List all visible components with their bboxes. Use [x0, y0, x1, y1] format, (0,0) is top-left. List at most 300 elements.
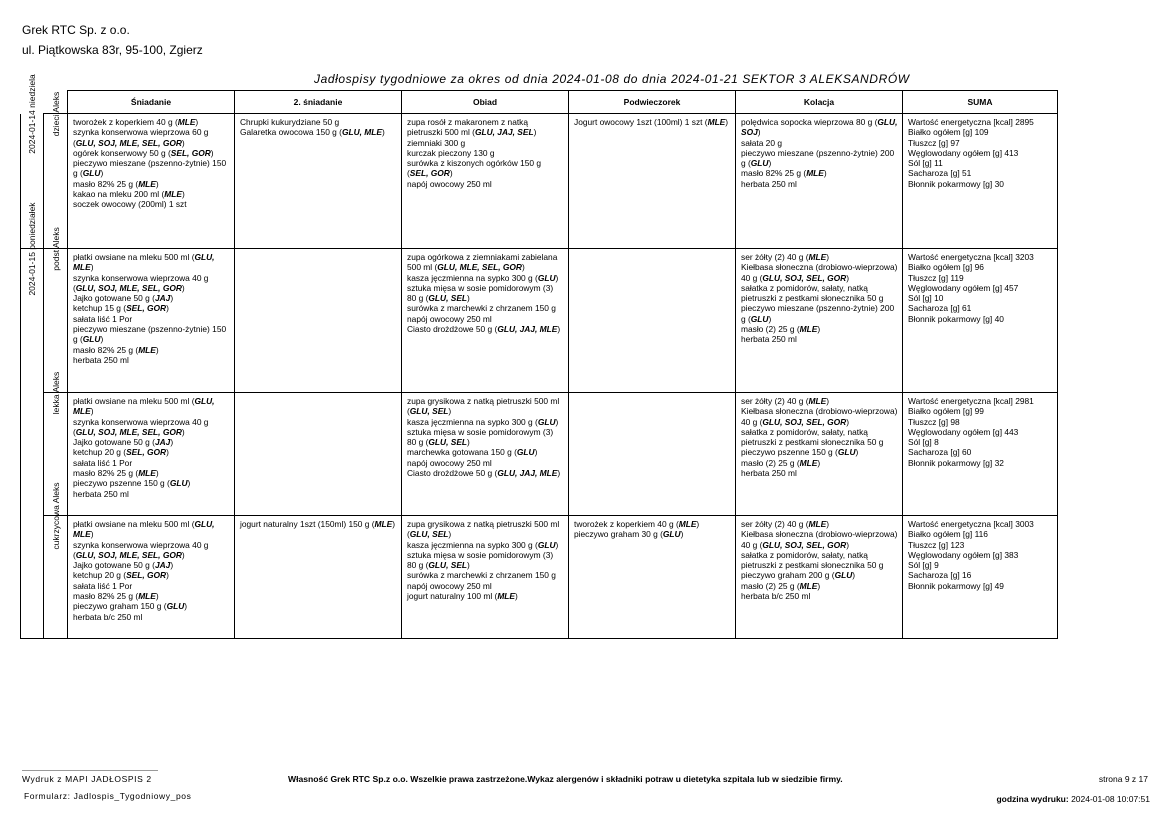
item-text: jogurt naturalny 1szt (150ml) 150 g ( [240, 519, 375, 529]
allergen-codes: MLE [497, 591, 515, 602]
menu-item [741, 468, 898, 478]
item-text: płatki owsiane na mleku 500 ml ( [73, 252, 195, 262]
item-text: Jajko gotowane 50 g ( [73, 560, 155, 571]
allergen-codes: GLU [537, 272, 556, 283]
item-text: masło (2) 25 g ( [741, 457, 800, 468]
item-text: Sacharoza [g] 60 [908, 447, 972, 458]
item-text: Jajko gotowane 50 g ( [73, 437, 155, 448]
item-text: kurczak pieczony 130 g [407, 147, 495, 158]
allergen-codes: GLU, MLE [73, 519, 215, 540]
meal-cell [68, 114, 235, 249]
meal-cell [736, 249, 903, 393]
menu-item [574, 519, 731, 529]
item-text: ) [817, 580, 821, 591]
menu-item [741, 334, 898, 344]
allergen-codes: GLU, JAJ, MLE [497, 324, 558, 335]
header-afternoon-snack: Podwieczorek [569, 91, 736, 114]
item-text: ) [467, 560, 470, 571]
item-text: napój owocowy 250 ml [407, 580, 492, 591]
menu-item [407, 314, 564, 324]
allergen-codes: MLE [177, 117, 196, 127]
item-text: kasza jęczmienna na sypko 300 g ( [407, 272, 538, 283]
menu-item [240, 127, 397, 137]
menu-item [407, 519, 564, 540]
item-text: ) [823, 168, 827, 179]
item-text: sztuka mięsa w sosie pomidorowym (3) 80 g ( [407, 549, 554, 571]
item-text: ) [90, 529, 94, 540]
nutrition-item [908, 540, 1053, 550]
item-text: ) [846, 416, 849, 427]
item-text: Tłuszcz [g] 97 [908, 137, 960, 148]
item-text: sztuka mięsa w sosie pomidorowym (3) 80 g ( [407, 426, 554, 448]
sum-cell [903, 114, 1058, 249]
item-text: ) [533, 127, 537, 138]
item-text: ) [826, 396, 829, 406]
item-text: masło 82% 25 g ( [73, 468, 139, 479]
nutrition-item [908, 406, 1053, 416]
menu-item [741, 550, 898, 571]
item-text: Tłuszcz [g] 119 [908, 272, 964, 283]
item-text: ) [515, 591, 518, 602]
allergen-codes: JAJ [154, 437, 171, 448]
menu-item [407, 468, 564, 478]
ownership-notice: Własność Grek RTC Sp.z o.o. Wszelkie prawa zastrzeżone.Wykaz alergenów i składniki potraw u dietetyka szpitala lub w siedzibie firmy. [288, 774, 843, 784]
item-text: Wartość energetyczna [kcal] 3003 [908, 519, 1034, 529]
nutrition-item [908, 303, 1053, 313]
item-text: Kiełbasa słoneczna (drobiowo-wieprzowa) 40 g ( [741, 262, 898, 283]
allergen-codes: JAJ [154, 560, 171, 571]
item-text: Sacharoza [g] 51 [908, 168, 972, 179]
item-text: masło (2) 25 g ( [741, 324, 800, 335]
menu-item [741, 529, 898, 550]
menu-item [407, 179, 564, 189]
item-text: pieczywo graham 150 g ( [73, 601, 167, 612]
item-text: ) [166, 570, 169, 581]
menu-item [407, 273, 564, 283]
item-text: ziemniaki 300 g [407, 137, 466, 148]
item-text: Błonnik pokarmowy [g] 49 [908, 580, 1004, 591]
item-text: kasza jęczmienna na sypko 300 g ( [407, 416, 538, 427]
item-text: zupa rosół z makaronem z natką pietruszki 500 ml ( [407, 117, 529, 138]
item-text: ketchup 20 g ( [73, 570, 127, 581]
item-text: soczek owocowy (200ml) 1 szt [73, 199, 187, 210]
allergen-codes: GLU, SOJ, SEL, GOR [762, 539, 847, 550]
menu-item [407, 252, 564, 273]
item-text: Wartość energetyczna [kcal] 2895 [908, 117, 1034, 127]
item-text: herbata 250 ml [741, 178, 797, 189]
item-text: Ciasto drożdżowe 50 g ( [407, 324, 498, 335]
item-text: sałata liść 1 Por [73, 457, 133, 468]
item-text: ) [448, 529, 452, 540]
menu-item [407, 591, 564, 601]
print-time-value: 2024-01-08 10:07:51 [1071, 794, 1150, 804]
item-text: Kiełbasa słoneczna (drobiowo-wieprzowa) 40 g ( [741, 406, 898, 427]
item-text: ) [817, 457, 821, 468]
item-text: Węglowodany ogółem [g] 383 [908, 549, 1019, 560]
nutrition-item [908, 519, 1053, 529]
item-text: pieczywo graham 200 g ( [741, 570, 835, 581]
item-text: ) [817, 324, 821, 335]
allergen-codes: GLU [834, 570, 853, 581]
allergen-codes: GLU [166, 601, 185, 612]
allergen-codes: GLU, MLE, SEL, GOR [437, 262, 522, 273]
menu-item [741, 406, 898, 427]
report-title: Jadłospisy tygodniowe za okres od dnia 2024-01-08 do dnia 2024-01-21 SEKTOR 3 ALEKSANDRÓW [314, 72, 910, 86]
meal-cell [736, 516, 903, 639]
nutrition-item [908, 314, 1053, 324]
menu-item [741, 168, 898, 178]
menu-item [741, 458, 898, 468]
nutrition-item [908, 417, 1053, 427]
nutrition-item [908, 570, 1053, 580]
menu-item [73, 179, 230, 189]
item-text: ) [155, 344, 159, 355]
item-text: Galaretka owocowa 150 g ( [240, 127, 342, 138]
item-text: ser żółty (2) 40 g ( [741, 252, 809, 262]
menu-item [741, 179, 898, 189]
allergen-codes: GLU [82, 168, 101, 179]
diet-label: lekka Aleks [50, 371, 61, 415]
item-text: ser żółty (2) 40 g ( [741, 519, 809, 529]
nutrition-item [908, 427, 1053, 437]
item-text: herbata b/c 250 ml [73, 611, 143, 622]
menu-item [741, 427, 898, 448]
meal-cell [736, 114, 903, 249]
meal-cell [736, 393, 903, 516]
item-text: masło 82% 25 g ( [741, 168, 807, 179]
item-text: ) [521, 262, 525, 273]
item-text: Białko ogółem [g] 116 [908, 529, 988, 540]
menu-item [741, 252, 898, 262]
item-text: ) [680, 529, 684, 540]
meal-cell [569, 393, 736, 516]
item-text: masło 82% 25 g ( [73, 344, 139, 355]
nutrition-item [908, 158, 1053, 168]
header-sum: SUMA [903, 91, 1058, 114]
allergen-codes: GLU, SEL [409, 529, 449, 540]
table-row [21, 393, 1058, 516]
item-text: tworożek z koperkiem 40 g ( [73, 117, 178, 127]
menu-item [407, 148, 564, 158]
menu-item [73, 117, 230, 127]
nutrition-item [908, 283, 1053, 293]
print-time [996, 794, 1150, 804]
nutrition-item [908, 581, 1053, 591]
menu-item [73, 447, 230, 457]
item-text: pieczywo pszenne 150 g ( [73, 478, 170, 489]
item-text: ogórek konserwowy 50 g ( [73, 147, 171, 158]
item-text: Sól [g] 10 [908, 293, 944, 304]
menu-item [407, 427, 564, 448]
menu-item [73, 148, 230, 158]
allergen-codes: GLU [169, 478, 188, 489]
meal-cell [402, 393, 569, 516]
menu-item [407, 117, 564, 138]
item-text: sałatka z pomidorów, sałaty, natką pietruszki z pestkami słonecznika 50 g [741, 549, 884, 571]
item-text: pieczywo mieszane (pszenno-żytnie) 150 g ( [73, 158, 227, 179]
item-text: ) [181, 426, 185, 437]
item-text: Białko ogółem [g] 99 [908, 406, 984, 417]
nutrition-item [908, 437, 1053, 447]
item-text: ) [184, 601, 188, 612]
menu-item [73, 324, 230, 345]
allergen-codes: MLE [799, 457, 818, 468]
allergen-codes: GLU [82, 334, 101, 345]
item-text: zupa ogórkowa z ziemniakami zabielana 500 ml ( [407, 252, 558, 273]
nutrition-item [908, 138, 1053, 148]
item-text: ) [467, 437, 470, 448]
item-text: sałata liść 1 Por [73, 580, 133, 591]
item-text: ) [757, 127, 761, 138]
allergen-codes: GLU, MLE [341, 127, 382, 138]
menu-item [73, 293, 230, 303]
menu-item [73, 158, 230, 179]
allergen-codes: MLE [808, 396, 827, 406]
item-text: herbata 250 ml [741, 334, 797, 345]
item-text: surówka z marchewki z chrzanem 150 g [407, 570, 556, 581]
menu-item [73, 581, 230, 591]
allergen-codes: GLU, SOJ, SEL, GOR [762, 416, 847, 427]
menu-item [741, 396, 898, 406]
item-text: Ciasto drożdżowe 50 g ( [407, 468, 498, 479]
menu-item [407, 303, 564, 313]
menu-item [574, 529, 731, 539]
allergen-codes: GLU, SOJ, MLE, SEL, GOR [75, 282, 182, 293]
allergen-codes: GLU, SOJ, MLE, SEL, GOR [75, 137, 182, 148]
meal-cell [68, 249, 235, 393]
menu-item [407, 158, 564, 179]
menu-item [73, 478, 230, 488]
nutrition-item [908, 117, 1053, 127]
item-text: ) [826, 252, 829, 262]
nutrition-item [908, 396, 1053, 406]
item-text: ) [392, 519, 396, 529]
item-text: pieczywo graham 30 g ( [574, 529, 663, 540]
item-text: pieczywo pszenne 150 g ( [741, 447, 838, 458]
menu-item [407, 447, 564, 457]
nutrition-item [908, 550, 1053, 560]
diet-label: cukrzycowa Aleks [50, 482, 61, 550]
item-text: ) [448, 406, 452, 417]
item-text: Jajko gotowane 50 g ( [73, 293, 155, 304]
meal-cell [68, 516, 235, 639]
date-label: 2024-01-14 niedziela [27, 73, 37, 154]
item-text: ) [826, 519, 829, 529]
item-text: ) [555, 416, 559, 427]
allergen-codes: SEL, GOR [126, 447, 167, 458]
allergen-codes: GLU, SOJ [741, 117, 898, 138]
menu-item [73, 489, 230, 499]
item-text: pieczywo mieszane (pszenno-żytnie) 200 g ( [741, 303, 895, 324]
item-text: ) [557, 468, 561, 479]
menu-item [741, 324, 898, 334]
allergen-codes: MLE [799, 580, 818, 591]
item-text: kakao na mleku 200 ml ( [73, 189, 165, 200]
item-text: Białko ogółem [g] 109 [908, 127, 989, 138]
header-lunch: Obiad [402, 91, 569, 114]
allergen-codes: GLU, SOJ, MLE, SEL, GOR [75, 426, 182, 437]
item-text: Kiełbasa słoneczna (drobiowo-wieprzowa) 40 g ( [741, 529, 898, 550]
item-text: ) [170, 293, 174, 304]
item-text: ) [195, 117, 199, 127]
menu-item [73, 612, 230, 622]
allergen-codes: GLU, SEL [428, 560, 468, 571]
menu-item [73, 199, 230, 209]
allergen-codes: SEL, GOR [126, 570, 167, 581]
item-text: napój owocowy 250 ml [407, 313, 492, 324]
item-text: ) [181, 189, 185, 200]
item-text: ) [846, 539, 849, 550]
allergen-codes: MLE [374, 519, 393, 529]
item-text: ) [155, 468, 159, 479]
allergen-codes: MLE [138, 344, 156, 355]
menu-item [741, 283, 898, 304]
item-text: Węglowodany ogółem [g] 443 [908, 426, 1019, 437]
item-text: Chrupki kukurydziane 50 g [240, 117, 340, 127]
item-text: ) [166, 447, 169, 458]
nutrition-item [908, 458, 1053, 468]
item-text: ) [170, 560, 174, 571]
menu-item [407, 550, 564, 571]
item-text: ) [696, 519, 700, 529]
item-text: sztuka mięsa w sosie pomidorowym (3) 80 g ( [407, 282, 554, 304]
printout-label: Wydruk z MAPI JADŁOSPIS 2 [22, 774, 152, 784]
allergen-codes: JAJ [154, 293, 171, 304]
menu-item [407, 581, 564, 591]
item-text: Błonnik pokarmowy [g] 30 [908, 178, 1004, 189]
allergen-codes: SEL, GOR [170, 147, 211, 158]
item-text: sałatka z pomidorów, sałaty, natką pietruszki z pestkami słonecznika 50 g [741, 426, 884, 448]
meal-cell [569, 516, 736, 639]
item-text: polędwica sopocka wieprzowa 80 g ( [741, 117, 878, 127]
menu-item [73, 519, 230, 540]
allergen-codes: GLU, SOJ, MLE, SEL, GOR [75, 549, 182, 560]
allergen-codes: MLE [164, 189, 182, 200]
item-text: ) [170, 437, 174, 448]
allergen-codes: GLU [662, 529, 681, 540]
menu-item [73, 314, 230, 324]
nutrition-item [908, 560, 1053, 570]
item-text: ) [846, 272, 849, 283]
item-text: szynka konserwowa wieprzowa 40 g ( [73, 416, 209, 437]
item-text: Sacharoza [g] 61 [908, 303, 972, 314]
item-text: ) [768, 313, 772, 324]
menu-item [73, 303, 230, 313]
allergen-codes: GLU [750, 313, 769, 324]
menu-item [741, 303, 898, 324]
allergen-codes: GLU [516, 447, 535, 458]
item-text: pieczywo mieszane (pszenno-żytnie) 150 g ( [73, 324, 227, 345]
menu-item [407, 458, 564, 468]
nutrition-item [908, 168, 1053, 178]
item-text: Tłuszcz [g] 98 [908, 416, 960, 427]
menu-item [73, 468, 230, 478]
meal-cell [402, 516, 569, 639]
print-time-label: godzina wydruku: [996, 794, 1069, 804]
item-text: napój owocowy 250 ml [407, 178, 492, 189]
item-text: ) [90, 262, 94, 273]
table-row [21, 516, 1058, 639]
header-row [21, 91, 1058, 114]
menu-item [741, 138, 898, 148]
allergen-codes: SEL, GOR [126, 303, 167, 314]
allergen-codes: GLU [537, 416, 556, 427]
item-text: ) [181, 137, 185, 148]
allergen-codes: MLE [138, 178, 156, 189]
item-text: surówka z kiszonych ogórków 150 g ( [407, 158, 542, 179]
menu-item [407, 396, 564, 417]
item-text: zupa grysikowa z natką pietruszki 500 ml ( [407, 396, 560, 417]
item-text: ) [100, 168, 104, 179]
item-text: masło 82% 25 g ( [73, 591, 139, 602]
item-text: ) [381, 127, 385, 138]
item-text: ser żółty (2) 40 g ( [741, 396, 809, 406]
menu-item [73, 273, 230, 294]
company-name: Grek RTC Sp. z o.o. [22, 23, 130, 37]
allergen-codes: MLE [808, 252, 827, 262]
allergen-codes: MLE [806, 168, 824, 179]
menu-item [741, 581, 898, 591]
sum-cell [903, 249, 1058, 393]
item-text: napój owocowy 250 ml [407, 457, 492, 468]
item-text: herbata 250 ml [73, 354, 129, 365]
menu-item [407, 540, 564, 550]
allergen-codes: GLU, MLE [73, 396, 215, 417]
item-text: Sól [g] 8 [908, 437, 939, 448]
footer-divider [22, 770, 158, 771]
item-text: ) [449, 168, 453, 179]
item-text: Sacharoza [g] 16 [908, 570, 972, 581]
diet-cell [44, 482, 68, 639]
menu-item [73, 345, 230, 355]
item-text: Sól [g] 11 [908, 158, 943, 169]
item-text: Białko ogółem [g] 96 [908, 262, 984, 273]
item-text: masło 82% 25 g ( [73, 178, 139, 189]
menu-item [73, 437, 230, 447]
diet-label: dzieci Aleks [50, 91, 61, 137]
menu-item [407, 283, 564, 304]
item-text: ) [467, 293, 470, 304]
header-second-breakfast: 2. śniadanie [235, 91, 402, 114]
nutrition-item [908, 262, 1053, 272]
diet-label: podst Aleks [50, 227, 61, 271]
page-number: strona 9 z 17 [1098, 774, 1148, 784]
item-text: szynka konserwowa wieprzowa 40 g ( [73, 539, 209, 560]
nutrition-item [908, 273, 1053, 283]
menu-item [73, 252, 230, 273]
menu-item [741, 591, 898, 601]
item-text: ) [90, 406, 94, 417]
allergen-codes: GLU [837, 447, 856, 458]
item-text: ) [181, 282, 185, 293]
meal-cell [569, 249, 736, 393]
item-text: ketchup 15 g ( [73, 303, 127, 314]
allergen-codes: MLE [138, 468, 156, 479]
meal-cell [235, 114, 402, 249]
menu-item [73, 560, 230, 570]
meal-cell [402, 114, 569, 249]
item-text: Sól [g] 9 [908, 560, 939, 571]
allergen-codes: MLE [808, 519, 827, 529]
allergen-codes: MLE [138, 591, 156, 602]
meal-cell [569, 114, 736, 249]
item-text: ) [534, 447, 538, 458]
menu-item [407, 324, 564, 334]
item-text: kasza jęczmienna na sypko 300 g ( [407, 539, 538, 550]
allergen-codes: SEL, GOR [409, 168, 450, 179]
menu-item [574, 117, 731, 127]
meal-cell [402, 249, 569, 393]
